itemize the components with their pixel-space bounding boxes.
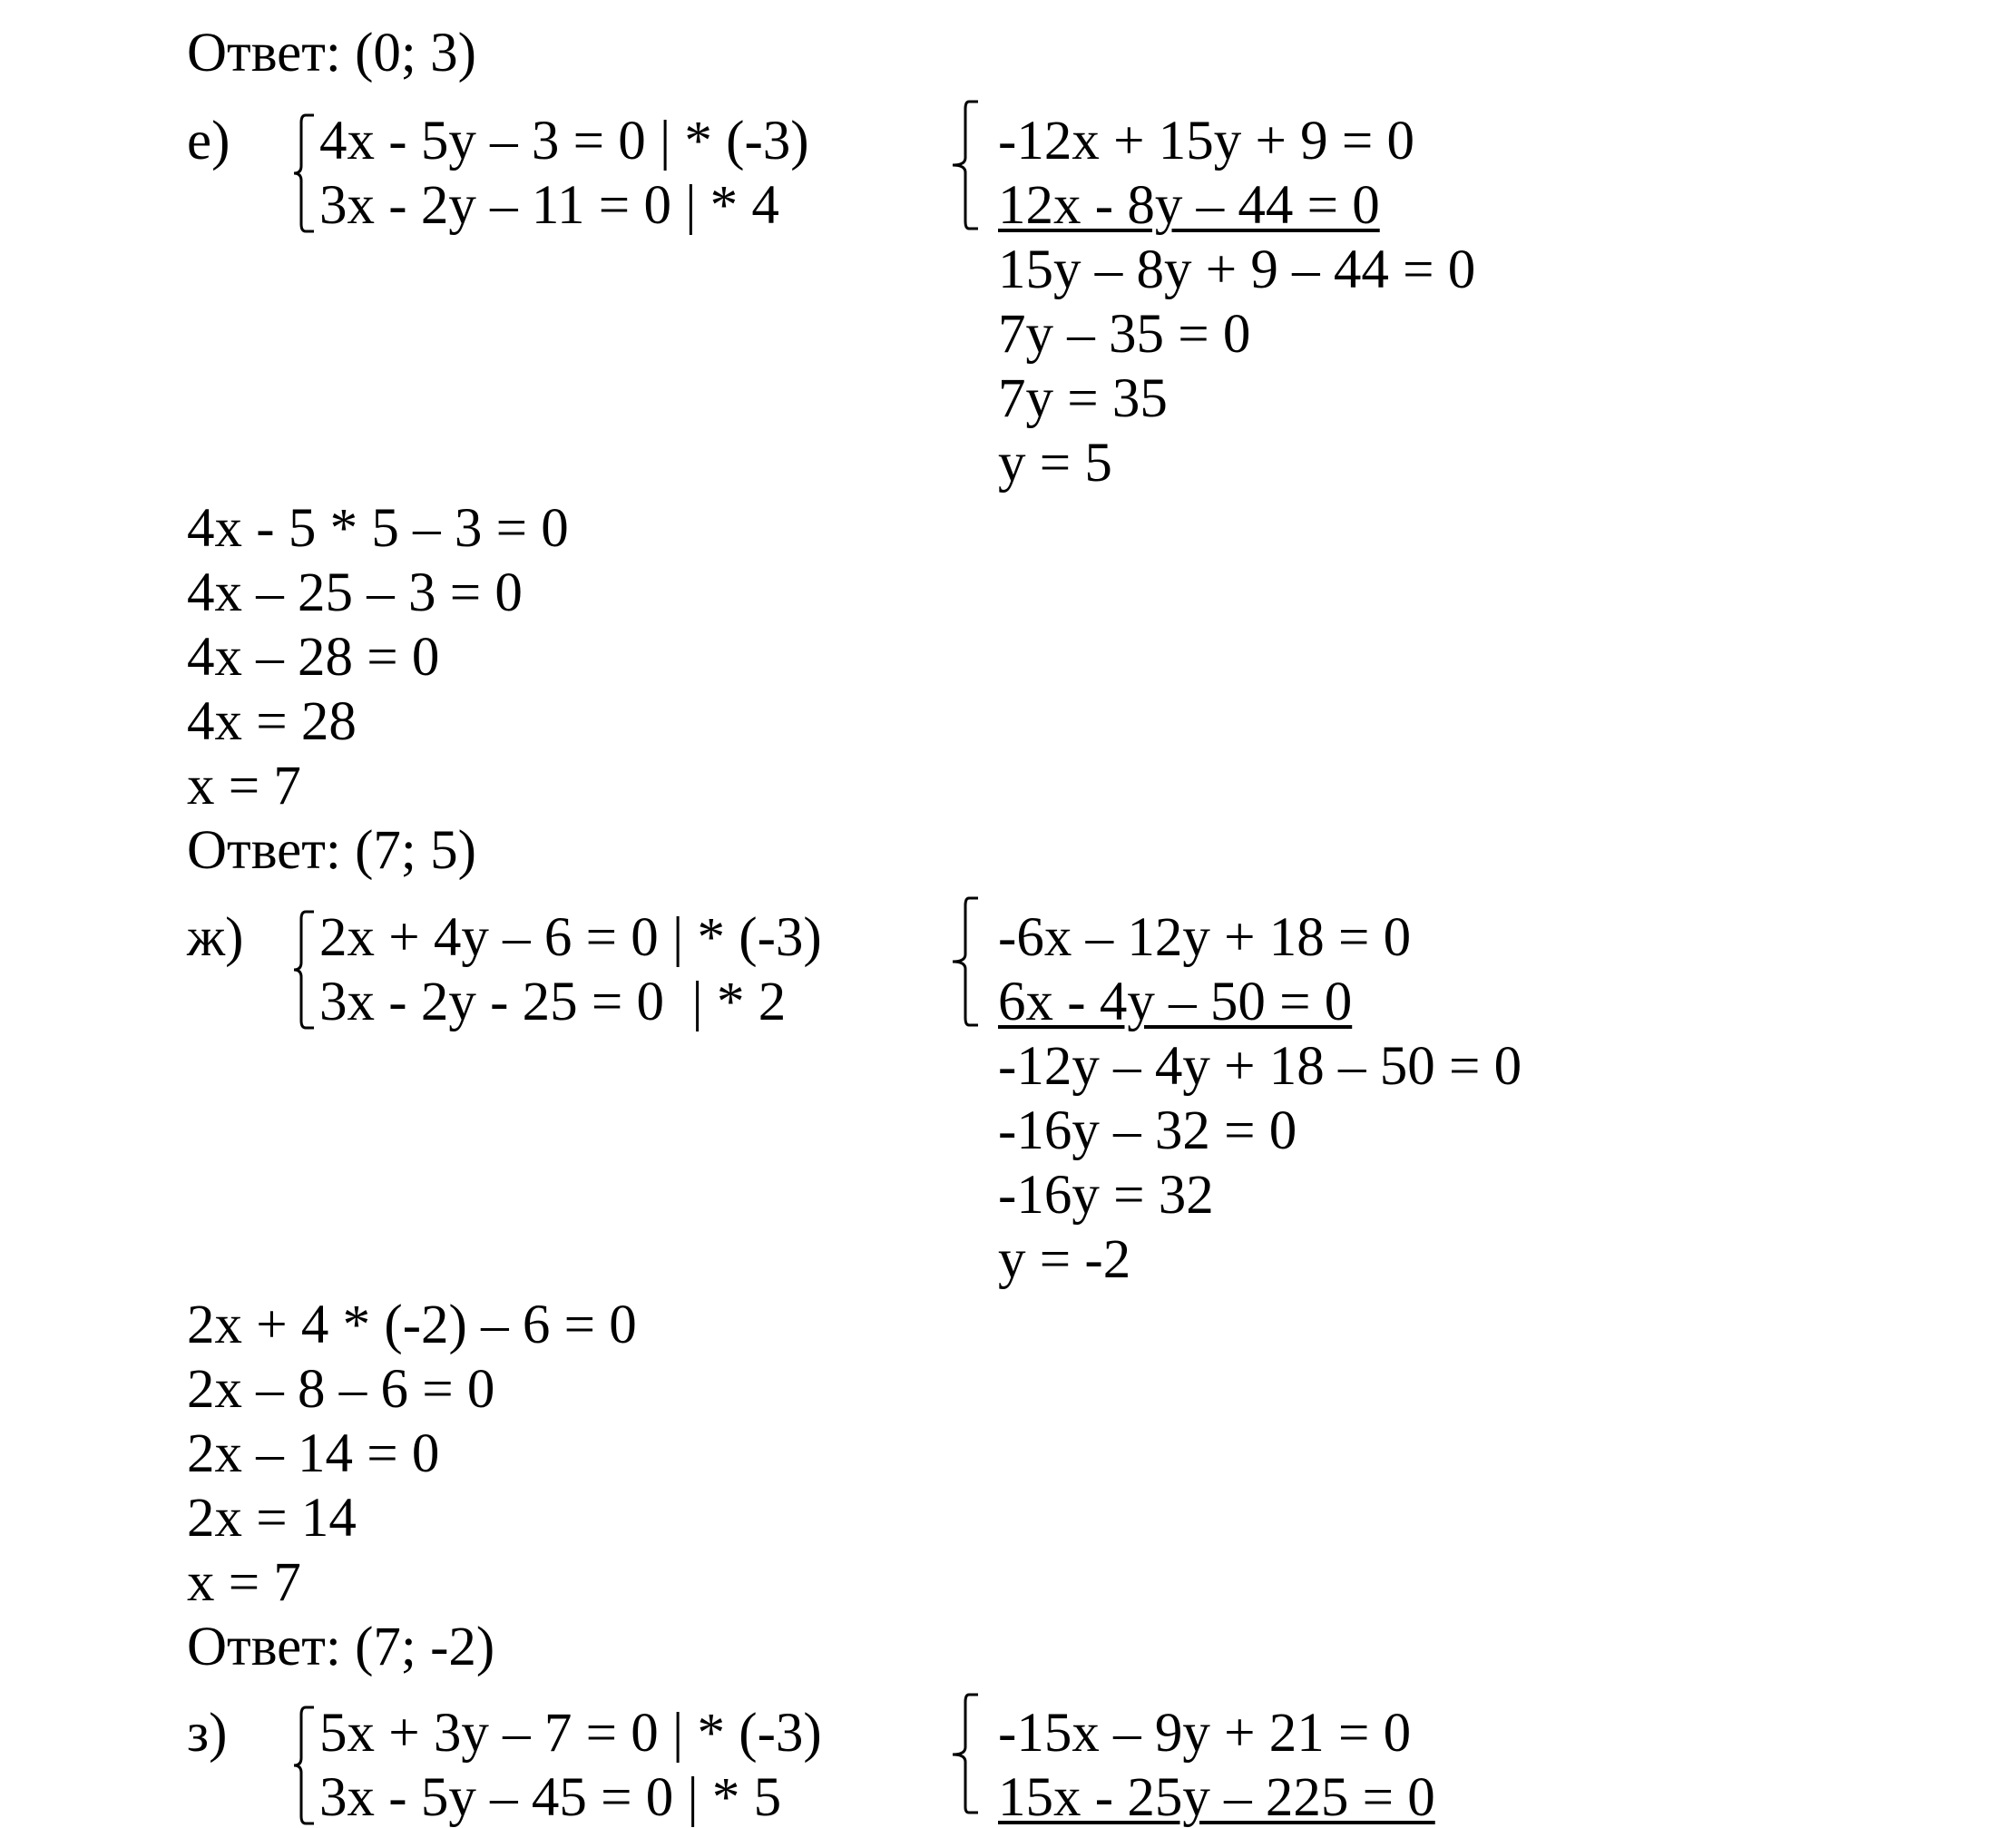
system-brace-icon [949,1693,982,1814]
equation: -12x + 15y + 9 = 0 [998,111,1415,171]
equation: 3x - 2y – 11 = 0 | * 4 [319,175,779,236]
equation: 2x + 4y – 6 = 0 | * (-3) [319,907,822,968]
step: 2x = 14 [187,1488,357,1549]
step: 7y = 35 [998,368,1168,429]
equation: 3x - 5y – 45 = 0 | * 5 [319,1767,782,1828]
equation: -6x – 12y + 18 = 0 [998,907,1412,968]
step: y = -2 [998,1229,1131,1290]
equation-underlined: 6x - 4y – 50 = 0 [998,972,1353,1032]
equation: -15x – 9y + 21 = 0 [998,1703,1412,1764]
system-brace-icon [949,896,982,1027]
step: 4x = 28 [187,691,357,752]
system-brace-icon [949,100,982,230]
step: x = 7 [187,756,301,816]
equation: 4x - 5y – 3 = 0 | * (-3) [319,111,809,171]
step: 4x – 28 = 0 [187,627,440,688]
step: y = 5 [998,433,1112,494]
answer-previous: Ответ: (0; 3) [187,23,476,83]
step: 7y – 35 = 0 [998,304,1251,365]
step: 4x - 5 * 5 – 3 = 0 [187,498,569,559]
equation: 3x - 2y - 25 = 0 | * 2 [319,972,787,1032]
step: 4x – 25 – 3 = 0 [187,562,523,623]
problem-label: з) [187,1703,228,1764]
step: -12y – 4y + 18 – 50 = 0 [998,1036,1522,1097]
step: 2x – 14 = 0 [187,1423,440,1484]
equation-underlined: 12x - 8y – 44 = 0 [998,175,1380,236]
problem-label: ж) [187,907,244,968]
equation-underlined: 15x - 25y – 225 = 0 [998,1767,1435,1828]
problem-label: е) [187,111,230,171]
equation: 5x + 3y – 7 = 0 | * (-3) [319,1703,822,1764]
step: x = 7 [187,1552,301,1613]
step: 2x – 8 – 6 = 0 [187,1359,495,1420]
step: -16y = 32 [998,1165,1214,1226]
answer: Ответ: (7; -2) [187,1617,495,1677]
step: -16y – 32 = 0 [998,1100,1297,1161]
answer: Ответ: (7; 5) [187,820,476,881]
step: 2x + 4 * (-2) – 6 = 0 [187,1295,637,1355]
step: 15y – 8y + 9 – 44 = 0 [998,239,1476,300]
